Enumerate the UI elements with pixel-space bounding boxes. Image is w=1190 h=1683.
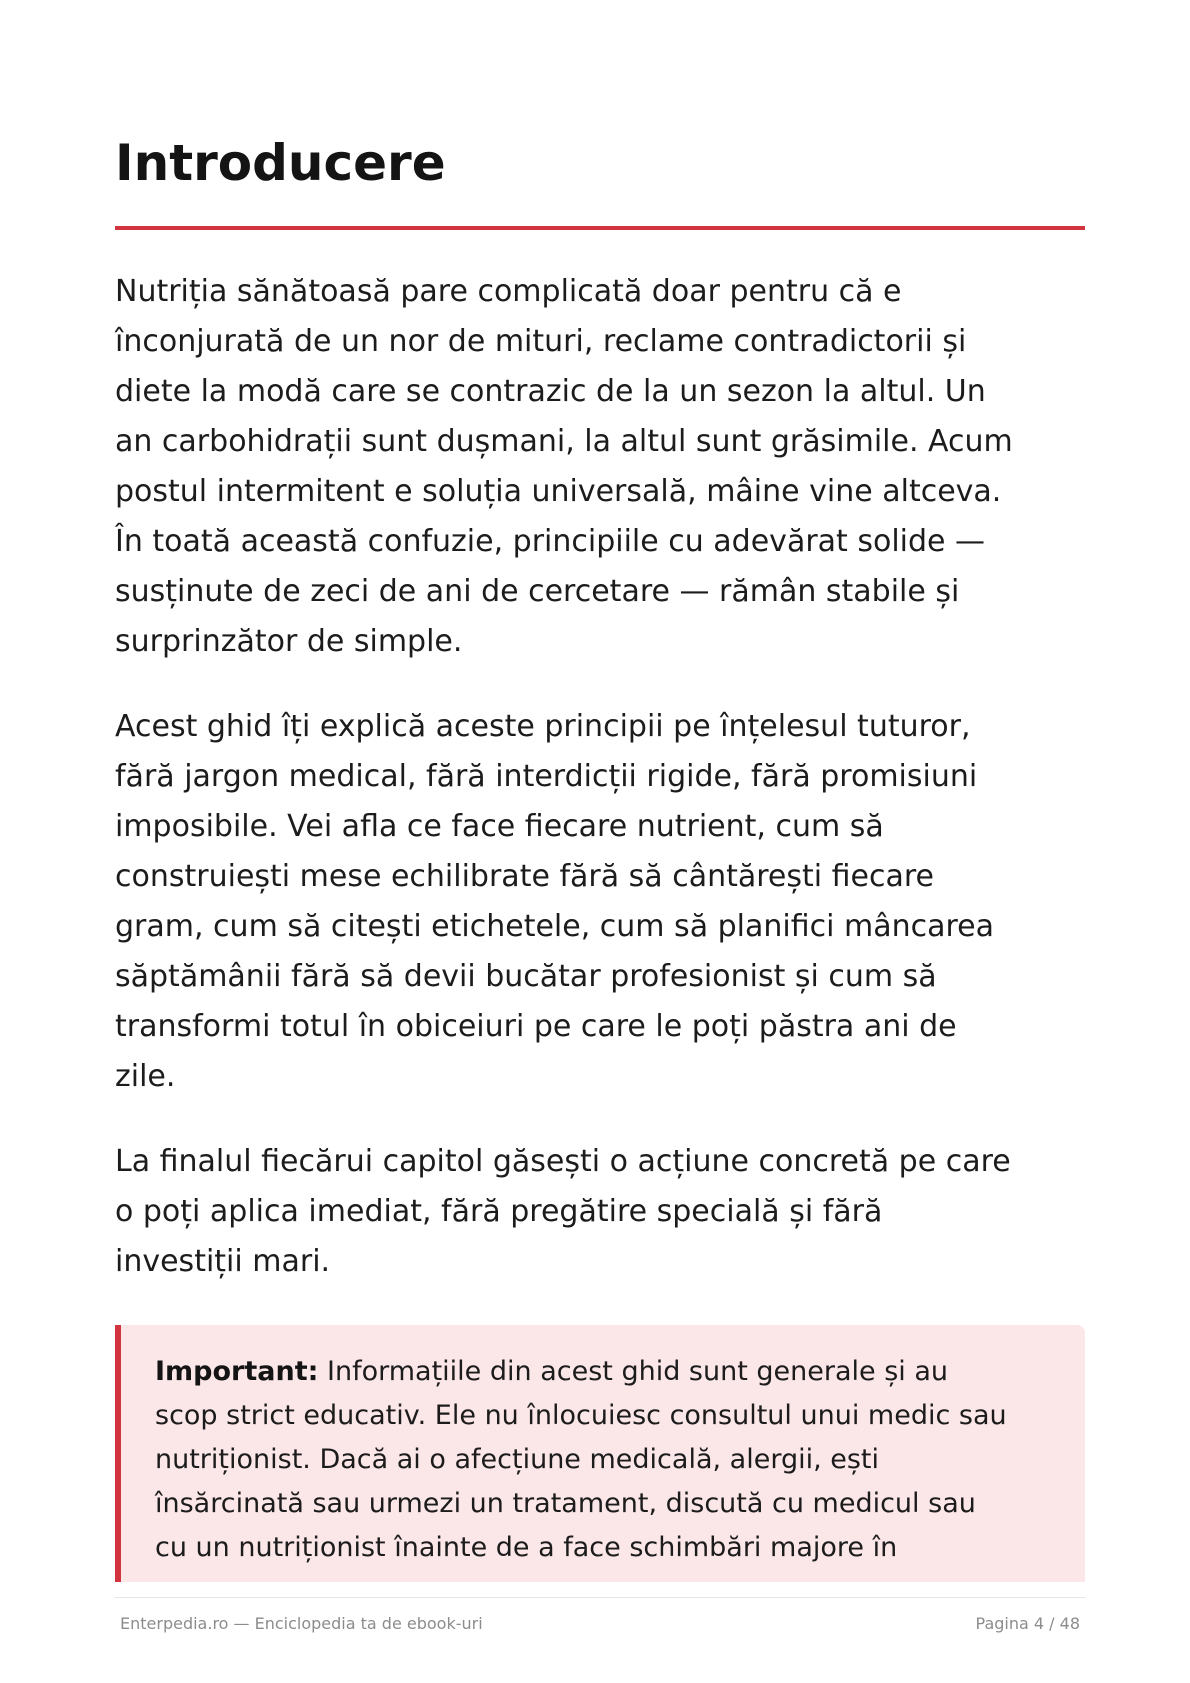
- footer-page-number: Pagina 4 / 48: [975, 1614, 1080, 1633]
- callout-accent-bar: [115, 1325, 121, 1582]
- paragraph-line: înconjurată de un nor de mituri, reclame contradictorii și: [115, 324, 967, 359]
- paragraph-line: săptămânii fără să devii bucătar profesionist și cum să: [115, 959, 937, 994]
- important-callout: [115, 1325, 1085, 1582]
- paragraph-line: Acest ghid îți explică aceste principii pe înțelesul tuturor,: [115, 709, 971, 744]
- paragraph-line: o poți aplica imediat, fără pregătire specială și fără: [115, 1194, 883, 1229]
- paragraph-line: investiții mari.: [115, 1244, 331, 1279]
- paragraph-line: an carbohidrații sunt dușmani, la altul sunt grăsimile. Acum: [115, 424, 1013, 459]
- footer-site-name: Enterpedia.ro — Enciclopedia ta de ebook-uri: [120, 1614, 483, 1633]
- paragraph-line: gram, cum să citești etichetele, cum să planifici mâncarea: [115, 909, 994, 944]
- paragraph-line: În toată această confuzie, principiile cu adevărat solide —: [115, 524, 986, 559]
- callout-line: [155, 1350, 1065, 1394]
- callout-line: însărcinată sau urmezi un tratament, discută cu medicul sau: [155, 1488, 976, 1519]
- callout-line-rest: Informațiile din acest ghid sunt generale și au: [318, 1356, 949, 1387]
- paragraph-line: zile.: [115, 1059, 176, 1094]
- page-title: Introducere: [115, 134, 446, 192]
- paragraph-line: diete la modă care se contrazic de la un sezon la altul. Un: [115, 374, 986, 409]
- paragraph-line: susținute de zeci de ani de cercetare — rămân stabile și: [115, 574, 960, 609]
- title-divider: [115, 226, 1085, 230]
- document-page: [115, 0, 1085, 1683]
- paragraph-line: La finalul fiecărui capitol găsești o acțiune concretă pe care: [115, 1144, 1011, 1179]
- paragraph-line: imposibile. Vei afla ce face fiecare nutrient, cum să: [115, 809, 884, 844]
- callout-label: Important:: [155, 1356, 319, 1387]
- callout-line: scop strict educativ. Ele nu înlocuiesc consultul unui medic sau: [155, 1400, 1007, 1431]
- callout-line: nutriționist. Dacă ai o afecțiune medicală, alergii, ești: [155, 1444, 880, 1475]
- paragraph-line: transformi totul în obiceiuri pe care le poți păstra ani de: [115, 1009, 957, 1044]
- paragraph-line: postul intermitent e soluția universală, mâine vine altceva.: [115, 474, 1002, 509]
- callout-text: [155, 1350, 1065, 1570]
- footer-divider: [115, 1597, 1085, 1598]
- paragraph-line: surprinzător de simple.: [115, 624, 463, 659]
- paragraph-line: construiești mese echilibrate fără să cântărești fiecare: [115, 859, 934, 894]
- paragraph-1: [115, 267, 1085, 667]
- paragraph-line: Nutriția sănătoasă pare complicată doar pentru că e: [115, 274, 902, 309]
- callout-line: cu un nutriționist înainte de a face schimbări majore în: [155, 1532, 898, 1563]
- paragraph-3: [115, 1137, 1085, 1287]
- paragraph-line: fără jargon medical, fără interdicții rigide, fără promisiuni: [115, 759, 978, 794]
- paragraph-2: [115, 702, 1085, 1102]
